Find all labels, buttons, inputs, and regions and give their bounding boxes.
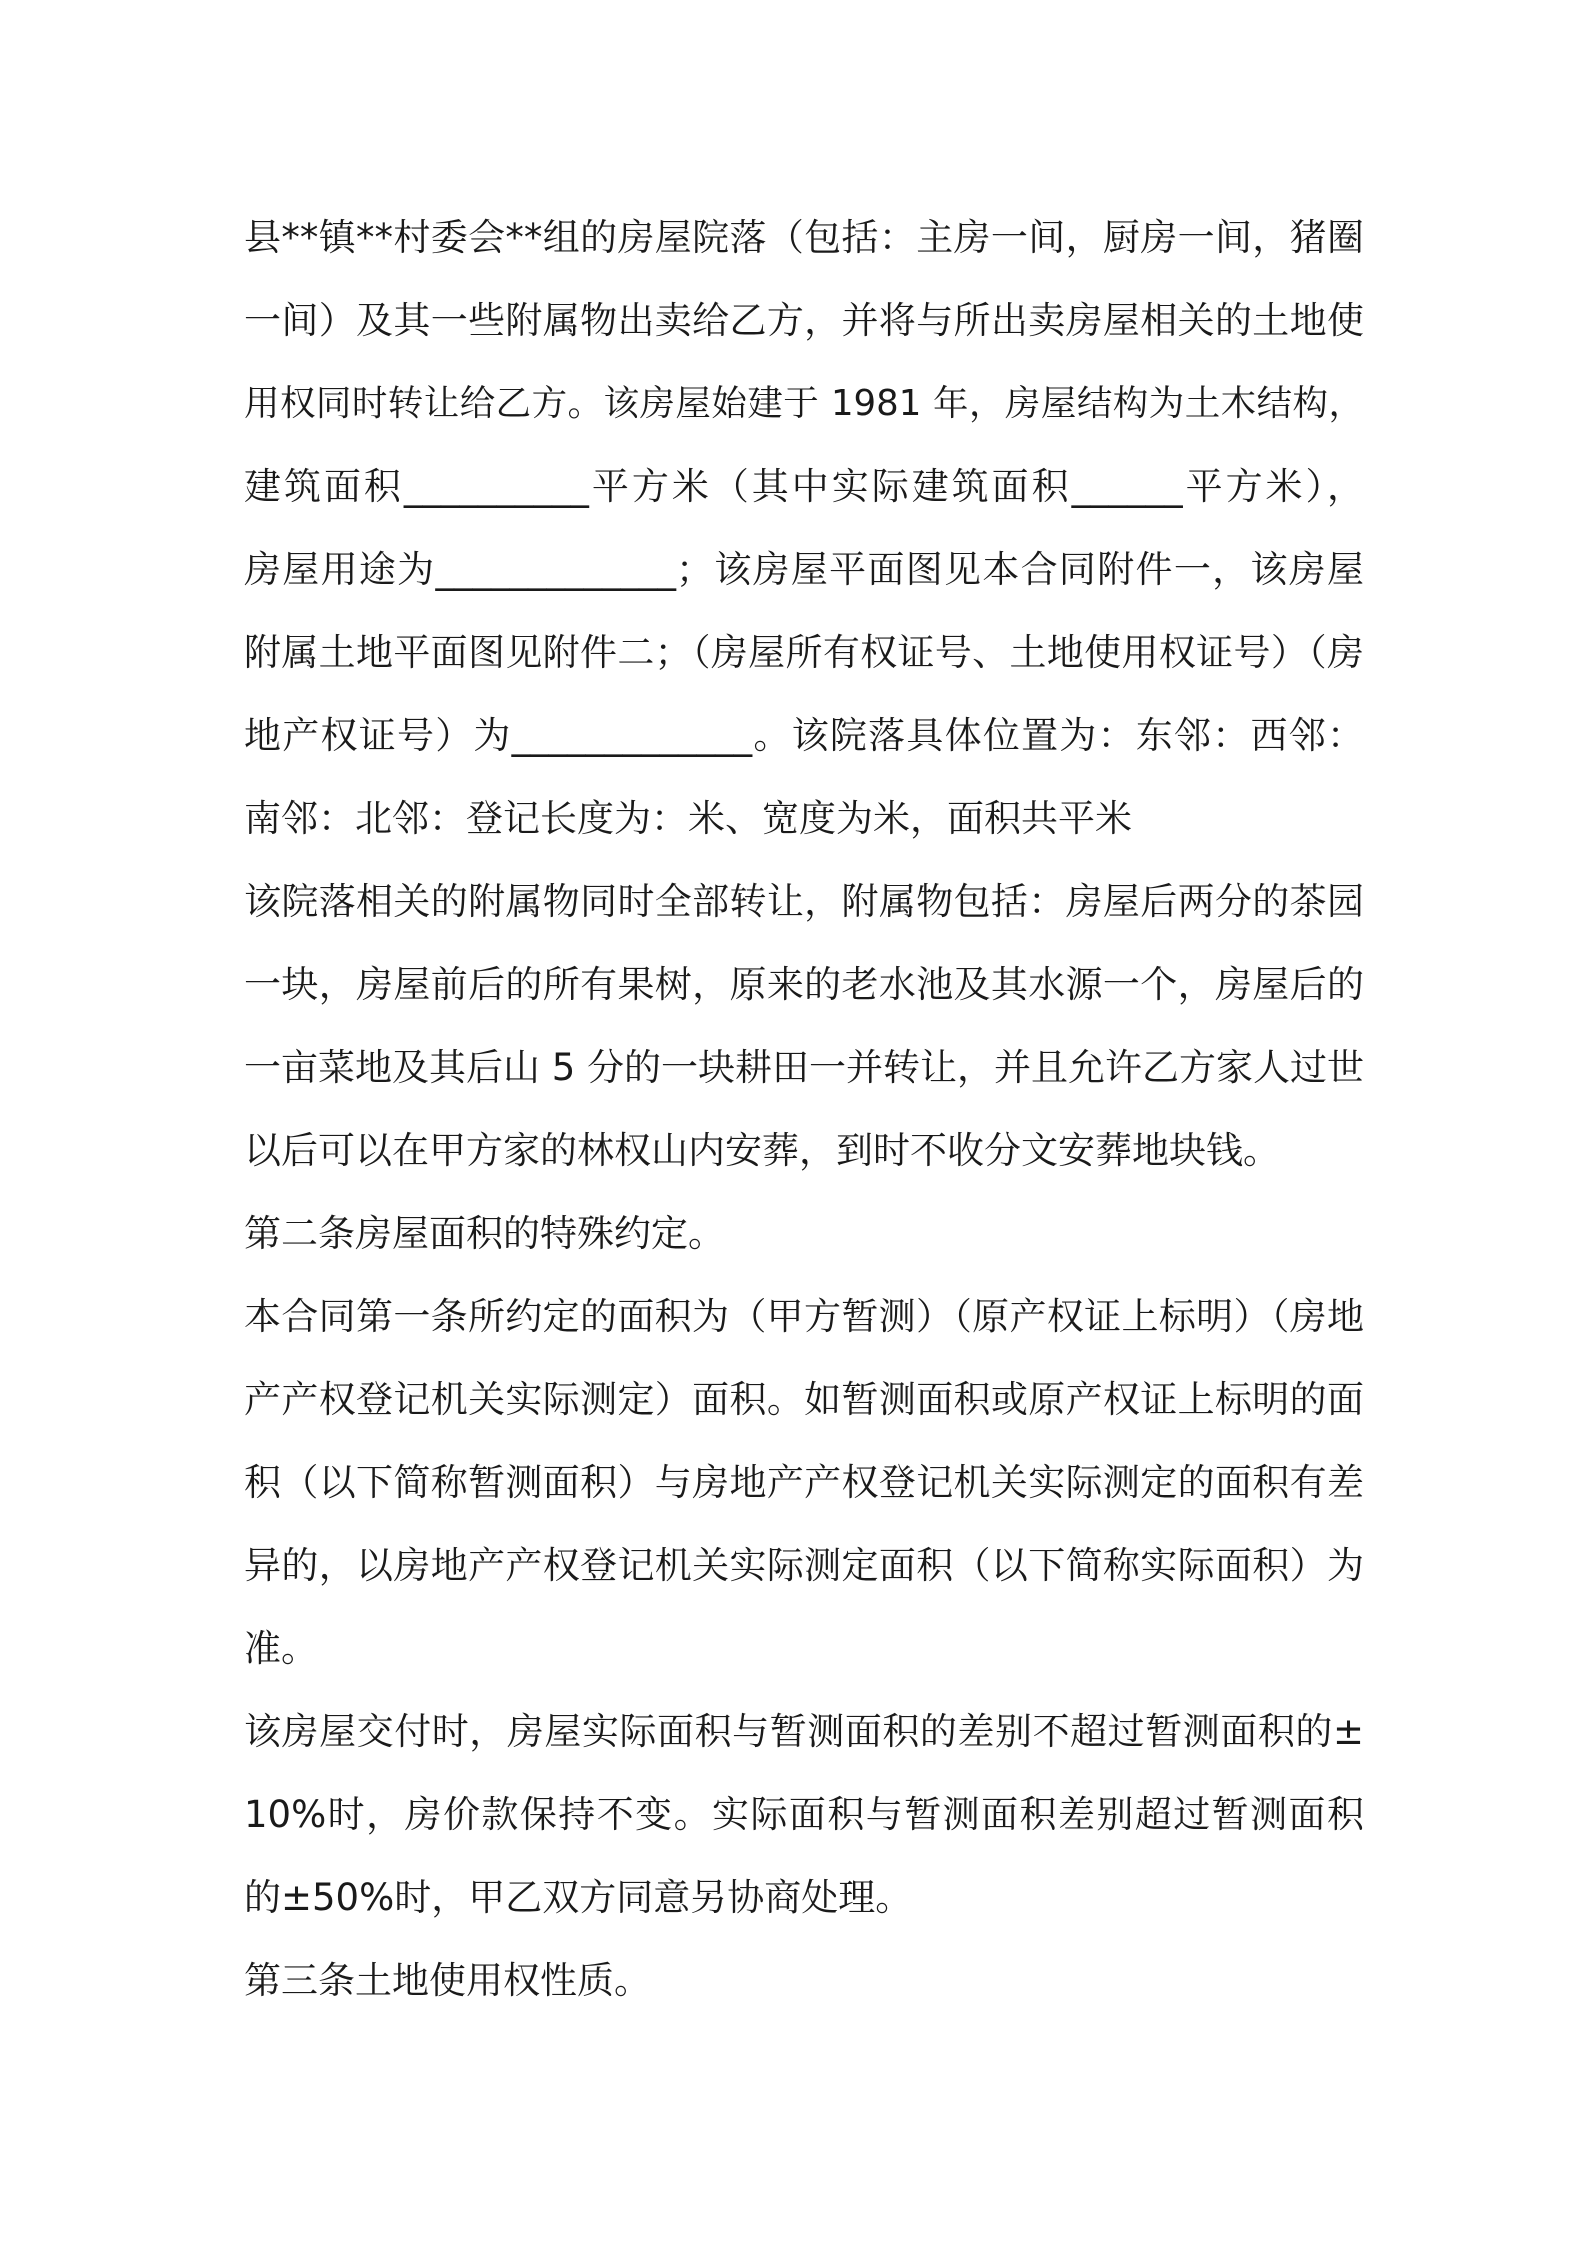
text-line: 的±50%时，甲乙双方同意另协商处理。 [244, 1876, 913, 1919]
text-line: 积（以下简称暂测面积）与房地产产权登记机关实际测定的面积有差 [244, 1461, 1364, 1504]
text-line: 县**镇**村委会**组的房屋院落（包括：主房一间，厨房一间，猪圈 [244, 216, 1364, 259]
text-line: 一间）及其一些附属物出卖给乙方，并将与所出卖房屋相关的土地使 [244, 299, 1364, 342]
text-line: 准。 [244, 1627, 318, 1670]
text-line: 以后可以在甲方家的林权山内安葬，到时不收分文安葬地块钱。 [244, 1129, 1280, 1172]
section-heading: 第三条土地使用权性质。 [244, 1959, 651, 2002]
text-line: 用权同时转让给乙方。该房屋始建于 1981 年，房屋结构为土木结构， [244, 383, 1364, 424]
text-line: 一亩菜地及其后山 5 分的一块耕田一并转让，并且允许乙方家人过世 [244, 1046, 1365, 1089]
text-line: 地产权证号）为_____________。该院落具体位置为：东邻：西邻： [244, 714, 1364, 757]
text-line: 建筑面积__________平方米（其中实际建筑面积______平方米）， [244, 465, 1364, 508]
text-line: 南邻：北邻：登记长度为：米、宽度为米，面积共平米 [244, 797, 1132, 840]
text-line: 本合同第一条所约定的面积为（甲方暂测）（原产权证上标明）（房地 [244, 1295, 1364, 1338]
text-line: 产产权登记机关实际测定）面积。如暂测面积或原产权证上标明的面 [244, 1378, 1364, 1421]
section-heading: 第二条房屋面积的特殊约定。 [244, 1212, 725, 1255]
text-line: 附属土地平面图见附件二；（房屋所有权证号、土地使用权证号）（房 [244, 631, 1364, 674]
text-line: 房屋用途为_____________；该房屋平面图见本合同附件一，该房屋 [244, 548, 1364, 591]
text-line: 该房屋交付时，房屋实际面积与暂测面积的差别不超过暂测面积的± [244, 1710, 1364, 1753]
document-body [244, 196, 1364, 2022]
text-line: 10%时，房价款保持不变。实际面积与暂测面积差别超过暂测面积 [244, 1793, 1364, 1836]
text-line: 一块，房屋前后的所有果树，原来的老水池及其水源一个，房屋后的 [244, 963, 1364, 1006]
text-line: 该院落相关的附属物同时全部转让，附属物包括：房屋后两分的茶园 [244, 880, 1364, 923]
text-line: 异的，以房地产产权登记机关实际测定面积（以下简称实际面积）为 [244, 1544, 1364, 1587]
